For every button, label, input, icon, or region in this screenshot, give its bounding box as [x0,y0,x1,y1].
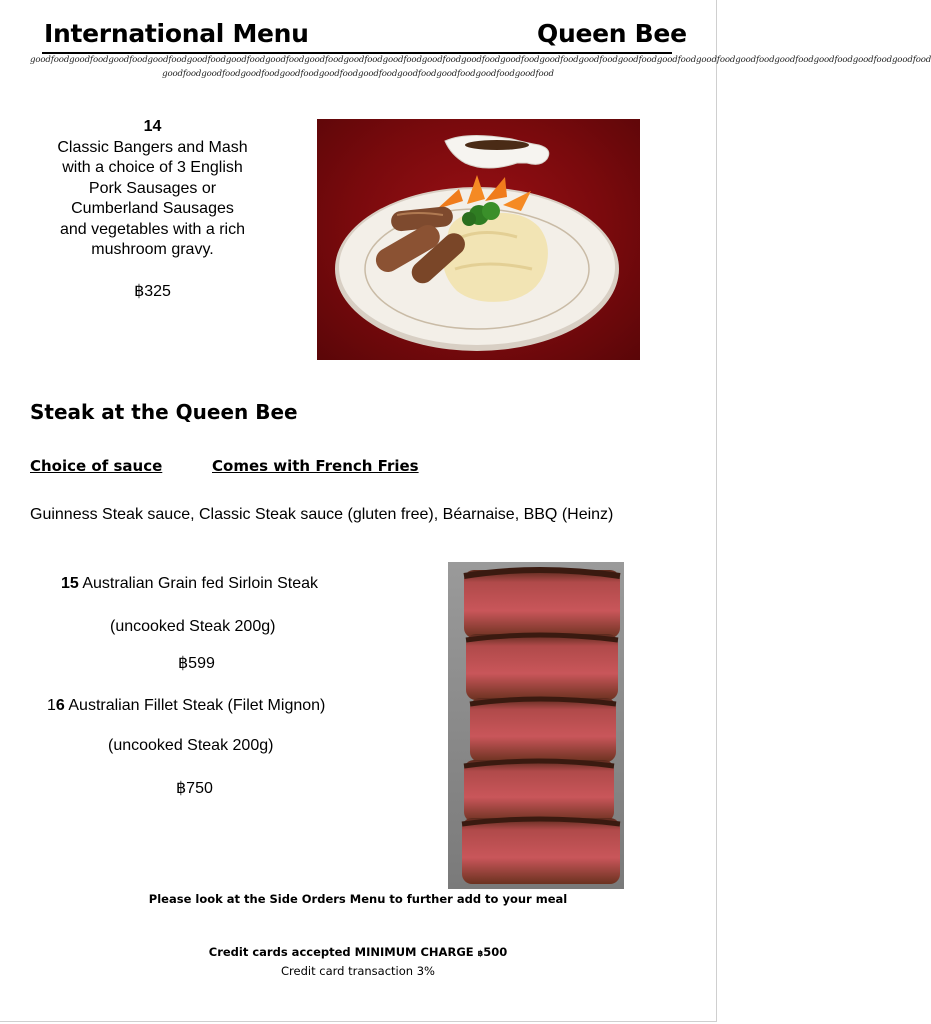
menu-title: International Menu [44,19,309,48]
minimum-charge-amount: 500 [483,945,508,959]
item-price: ฿325 [134,282,171,300]
menu-item-14 [40,117,265,302]
steak-stack-photo [448,562,624,889]
menu-item-16-price: ฿750 [176,780,213,797]
item-desc-line: Cumberland Sausages [71,200,234,217]
menu-item-16-detail: (uncooked Steak 200g) [108,737,274,754]
bangers-plate-illustration [317,119,640,360]
bangers-and-mash-photo [317,119,640,360]
side-orders-note: Please look at the Side Orders Menu to further add to your meal [148,892,568,906]
menu-item-15-detail: (uncooked Steak 200g) [110,618,276,635]
transaction-fee-note: Credit card transaction 3% [281,964,435,978]
item-number: 14 [143,118,162,135]
item-name: Australian Grain fed Sirloin Steak [78,575,319,592]
minimum-charge-text: MINIMUM CHARGE [354,945,478,959]
item-desc-line: and vegetables with a rich [60,220,245,238]
credit-card-notice [0,945,716,959]
menu-item-15-price: ฿599 [178,655,215,672]
item-number: 15 [61,575,79,592]
item-number-suffix: 6 [55,697,65,714]
currency-symbol: ฿ [477,949,484,958]
item-desc-line: Pork Sausages or [88,179,217,197]
menu-item-15-title [61,575,318,593]
cards-accepted-text: Credit cards accepted [208,945,355,959]
item-desc-line: mushroom gravy. [91,241,214,258]
item-number-prefix: 1 [47,697,56,714]
item-name: Australian Fillet Steak (Filet Mignon) [64,697,326,714]
goodfood-pattern-line-1: goodfoodgoodfoodgoodfoodgoodfoodgoodfoodgoodfoodgoodfoodgoodfoodgoodfoodgoodfoodgoodfoodgoodfoodgoodfoodgoodfoodgoodfoodgoodfoodgoodfoodgoodfoodgoodfoodgoodfoodgoodfoodgoodfoodgoodfood [30,55,931,65]
steak-stack-illustration [448,562,624,889]
item-desc-line: Classic Bangers and Mash [57,138,248,156]
menu-item-16-title [47,697,325,715]
choice-of-sauce-heading: Choice of sauce [30,457,163,475]
goodfood-pattern-line-2: goodfoodgoodfoodgoodfoodgoodfoodgoodfoodgoodfoodgoodfoodgoodfoodgoodfoodgoodfood [162,69,554,79]
item-desc-line: with a choice of 3 English [62,159,243,176]
header-rule [42,52,672,54]
comes-with-fries-heading: Comes with French Fries [212,457,419,475]
restaurant-name: Queen Bee [537,19,687,48]
sauce-list: Guinness Steak sauce, Classic Steak sauce (gluten free), Béarnaise, BBQ (Heinz) [30,506,614,523]
steak-section-title: Steak at the Queen Bee [30,400,298,424]
